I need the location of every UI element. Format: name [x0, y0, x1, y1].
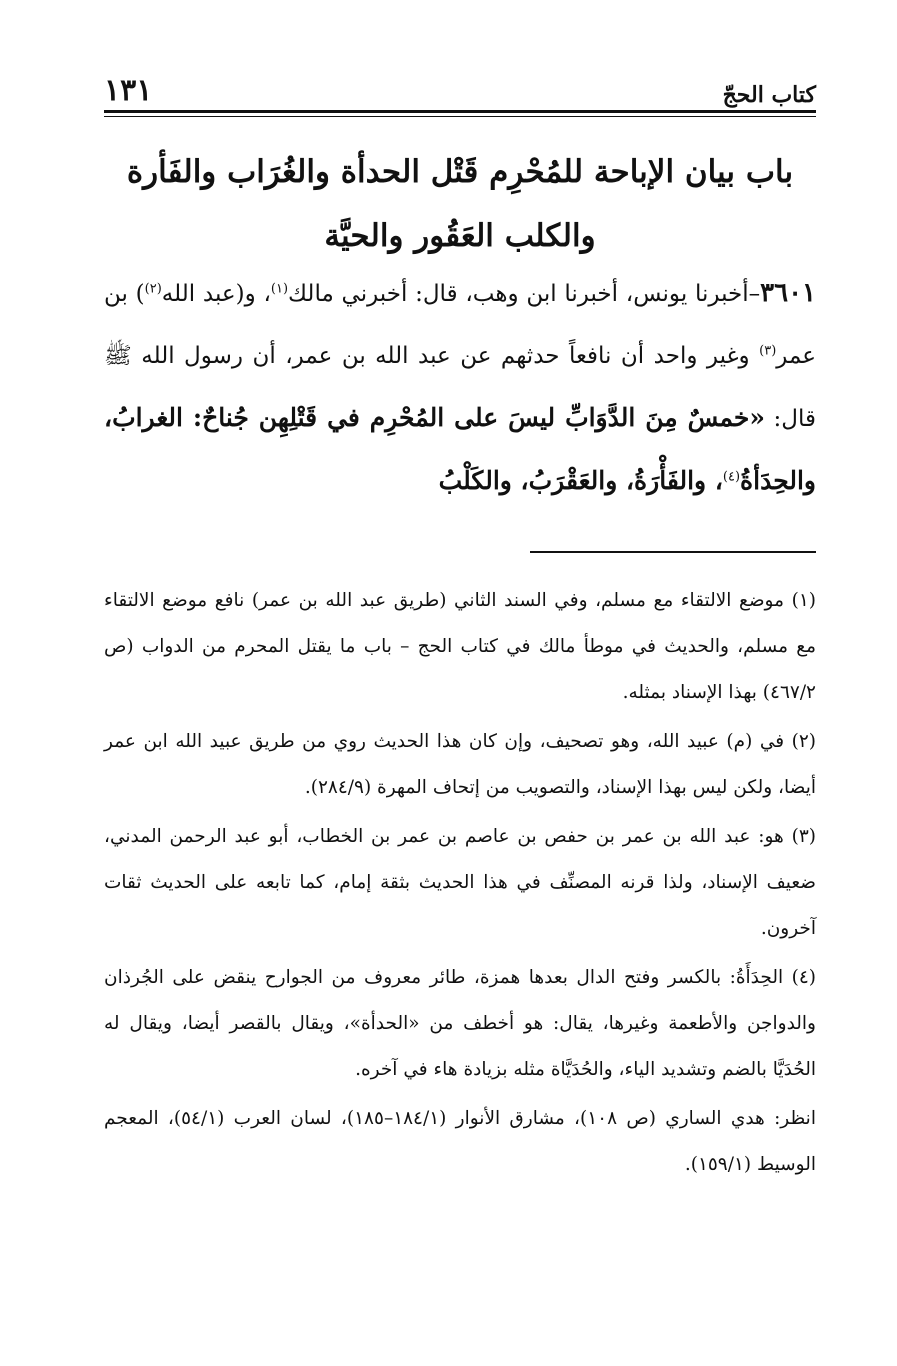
chapter-title-line-1: باب بيان الإباحة للمُحْرِم قَتْل الحدأة والغُرَاب والفَأرة — [126, 154, 794, 190]
hadith-matn-part-1: «خمسٌ مِنَ الدَّوَابِّ ليسَ على المُحْرِم في قَتْلِهِن جُناحٌ: الغرابُ، والحِدَأةُ — [104, 403, 816, 495]
header-rule — [104, 110, 816, 117]
footnote-3-text: هو: عبد الله بن عمر بن حفص بن عاصم بن عمر بن الخطاب، أبو عبد الرحمن المدني، ضعيف الإسناد، ولذا قرنه المصنِّف في هذا الحديث بثقة إمام، كما تابعه على الحديث ثقات آخرون. — [104, 826, 816, 939]
chapter-title — [104, 140, 816, 268]
footnote-3-number: (٣) — [791, 826, 816, 847]
hadith-isnad-part-1: –أخبرنا يونس، أخبرنا ابن وهب، قال: أخبرني مالك — [288, 281, 761, 307]
hadith-isnad-part-2: ، و(عبد الله — [161, 281, 271, 307]
hadith-text — [104, 262, 816, 513]
hadith-isnad-part-3: ) بن عمر — [104, 281, 816, 369]
footnote-1 — [104, 578, 816, 716]
footnote-ref-2[interactable]: (٢) — [144, 281, 162, 297]
chapter-title-line-2: والكلب العَقُور والحيَّة — [324, 218, 596, 254]
page-number: ١٣١ — [104, 73, 153, 108]
footnotes — [104, 578, 816, 1191]
running-title: كتاب الحجّ — [722, 82, 816, 108]
hadith-number: ٣٦٠١ — [760, 278, 816, 308]
footnote-4 — [104, 955, 816, 1093]
footnote-2-number: (٢) — [791, 731, 816, 752]
page-header — [104, 70, 816, 106]
footnote-4-text: الحِدَأَةُ: بالكسر وفتح الدال بعدها همزة، طائر معروف من الجوارح ينقض على الجُرذان والدواجن والأطعمة وغيرها، يقال: هو أخطف من «الحدأة»، ويقال بالقصر أيضا، ويقال له الحُدَيَّا بالضم وتشديد الياء، والحُدَيَّاة مثله بزيادة هاء في آخره. — [104, 967, 816, 1080]
footnote-4-number: (٤) — [791, 967, 816, 988]
footnote-ref-1[interactable]: (١) — [270, 281, 289, 297]
hadith-matn-part-2: ، والفَأْرَةُ، والعَقْرَبُ، والكَلْبُ — [438, 466, 723, 495]
footnote-ref-3[interactable]: (٣) — [759, 343, 777, 359]
footnote-4-sources — [104, 1096, 816, 1188]
footnote-1-number: (١) — [791, 590, 816, 611]
footnote-3 — [104, 814, 816, 952]
footnote-2-text: في (م) عبيد الله، وهو تصحيف، وإن كان هذا الحديث روي من طريق عبيد الله ابن عمر أيضا، ولكن ليس بهذا الإسناد، والتصويب من إتحاف المهرة (٢٨٤/٩). — [104, 731, 816, 798]
footnote-2 — [104, 719, 816, 811]
footnote-ref-4[interactable]: (٤) — [722, 469, 741, 485]
footnote-1-text: موضع الالتقاء مع مسلم، وفي السند الثاني (طريق عبد الله بن عمر) نافع موضع الالتقاء مع مسلم، والحديث في موطأ مالك في كتاب الحج – باب ما يقتل المحرم من الدواب (ص ٤٦٧/٢) بهذا الإسناد بمثله. — [104, 590, 816, 703]
hadith-isnad-part-4: وغير واحد أن نافعاً حدثهم عن عبد الله بن عمر، أن رسول الله ﷺ قال: — [104, 343, 816, 432]
footnote-separator — [530, 551, 816, 553]
footnote-4-sources-text: انظر: هدي الساري (ص ١٠٨)، مشارق الأنوار (١٨٤/١–١٨٥)، لسان العرب (٥٤/١)، المعجم الوسيط (١٥٩/١). — [104, 1108, 816, 1175]
